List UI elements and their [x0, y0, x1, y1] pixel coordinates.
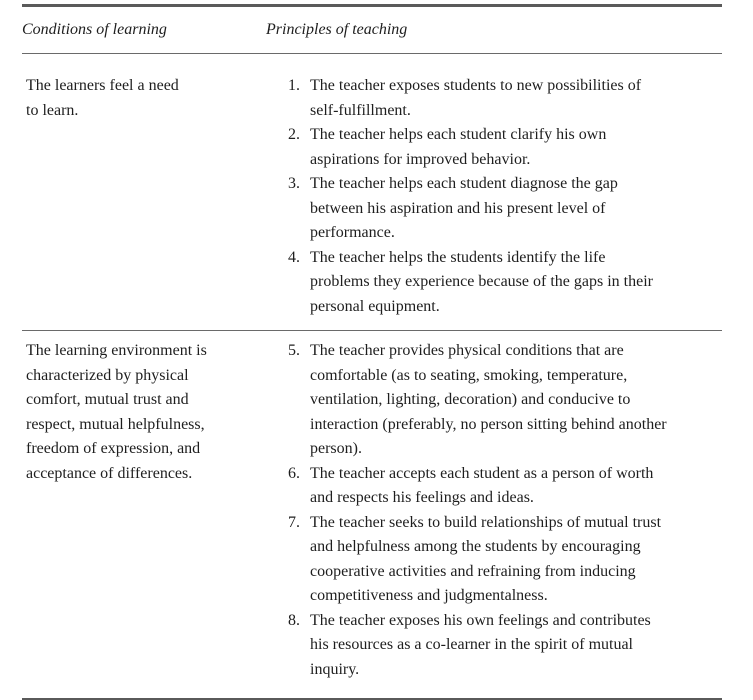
table-row [22, 331, 722, 698]
principle-text [310, 511, 722, 609]
principle-text [310, 123, 722, 172]
principle-line: The teacher helps each student clarify his own [310, 126, 607, 143]
principle-item [276, 339, 722, 462]
table-row [22, 54, 722, 330]
principle-item [276, 172, 722, 246]
condition-line: freedom of expression, and [26, 440, 201, 457]
principle-item [276, 74, 722, 123]
principle-text [310, 339, 722, 462]
principle-line: cooperative activities and refraining from inducing [310, 562, 636, 580]
principle-line: The teacher seeks to build relationships of mutual trust [310, 513, 662, 531]
principle-text [310, 246, 722, 320]
principle-line: interaction (preferably, no person sitting behind another [310, 415, 667, 433]
principle-line: competitiveness and judgmentalness. [310, 587, 548, 604]
principle-text [310, 462, 722, 511]
condition-line: comfort, mutual trust and [26, 391, 189, 408]
principle-line: ventilation, lighting, decoration) and conducive to [310, 391, 631, 408]
header-principles: Principles of teaching [266, 21, 408, 38]
condition-line: characterized by physical [26, 366, 189, 384]
principle-line: The teacher helps the students identify the life [310, 248, 606, 266]
principle-line: The teacher provides physical conditions that are [310, 342, 624, 359]
principle-text [310, 74, 722, 123]
principles-cell [266, 74, 722, 319]
principle-text [310, 609, 722, 683]
principle-line: and helpfulness among the students by encouraging [310, 538, 641, 555]
principle-number: 3. [288, 175, 300, 192]
condition-line: The learners feel a need [26, 77, 179, 94]
principle-line: his resources as a co-learner in the spirit of mutual [310, 636, 633, 653]
principle-line: and respects his feelings and ideas. [310, 489, 534, 506]
principle-number: 1. [288, 77, 300, 94]
principle-text [310, 172, 722, 246]
principle-line: aspirations for improved behavior. [310, 150, 531, 168]
principles-list [276, 339, 722, 682]
principle-item [276, 462, 722, 511]
principle-item [276, 123, 722, 172]
principle-line: comfortable (as to seating, smoking, temperature, [310, 366, 628, 384]
principles-list [276, 74, 722, 319]
principle-line: The teacher accepts each student as a person of worth [310, 464, 654, 482]
principle-line: personal equipment. [310, 297, 440, 315]
principle-line: person). [310, 440, 362, 457]
principle-item [276, 246, 722, 320]
principle-line: self-fulfillment. [310, 101, 411, 119]
principle-line: The teacher exposes students to new possibilities of [310, 77, 642, 94]
principle-line: between his aspiration and his present level of [310, 199, 606, 217]
condition-cell [22, 74, 266, 319]
table-header [22, 7, 722, 53]
principle-number: 2. [288, 126, 300, 143]
condition-line: acceptance of differences. [26, 464, 193, 482]
principle-number: 5. [288, 342, 300, 359]
learning-table [22, 4, 722, 700]
principle-line: The teacher exposes his own feelings and contributes [310, 611, 651, 629]
principle-line: inquiry. [310, 660, 360, 678]
condition-cell [22, 339, 266, 682]
principle-line: problems they experience because of the gaps in their [310, 273, 653, 290]
condition-line: to learn. [26, 101, 79, 119]
principle-number: 4. [288, 248, 300, 266]
principles-cell [266, 339, 722, 682]
principle-line: The teacher helps each student diagnose the gap [310, 175, 618, 192]
principle-number: 8. [288, 611, 300, 629]
principle-item [276, 511, 722, 609]
principle-number: 6. [288, 464, 300, 482]
condition-line: The learning environment is [26, 342, 207, 359]
principle-number: 7. [288, 513, 300, 531]
header-conditions: Conditions of learning [22, 21, 167, 38]
principle-line: performance. [310, 224, 395, 241]
principle-item [276, 609, 722, 683]
condition-line: respect, mutual helpfulness, [26, 415, 205, 433]
